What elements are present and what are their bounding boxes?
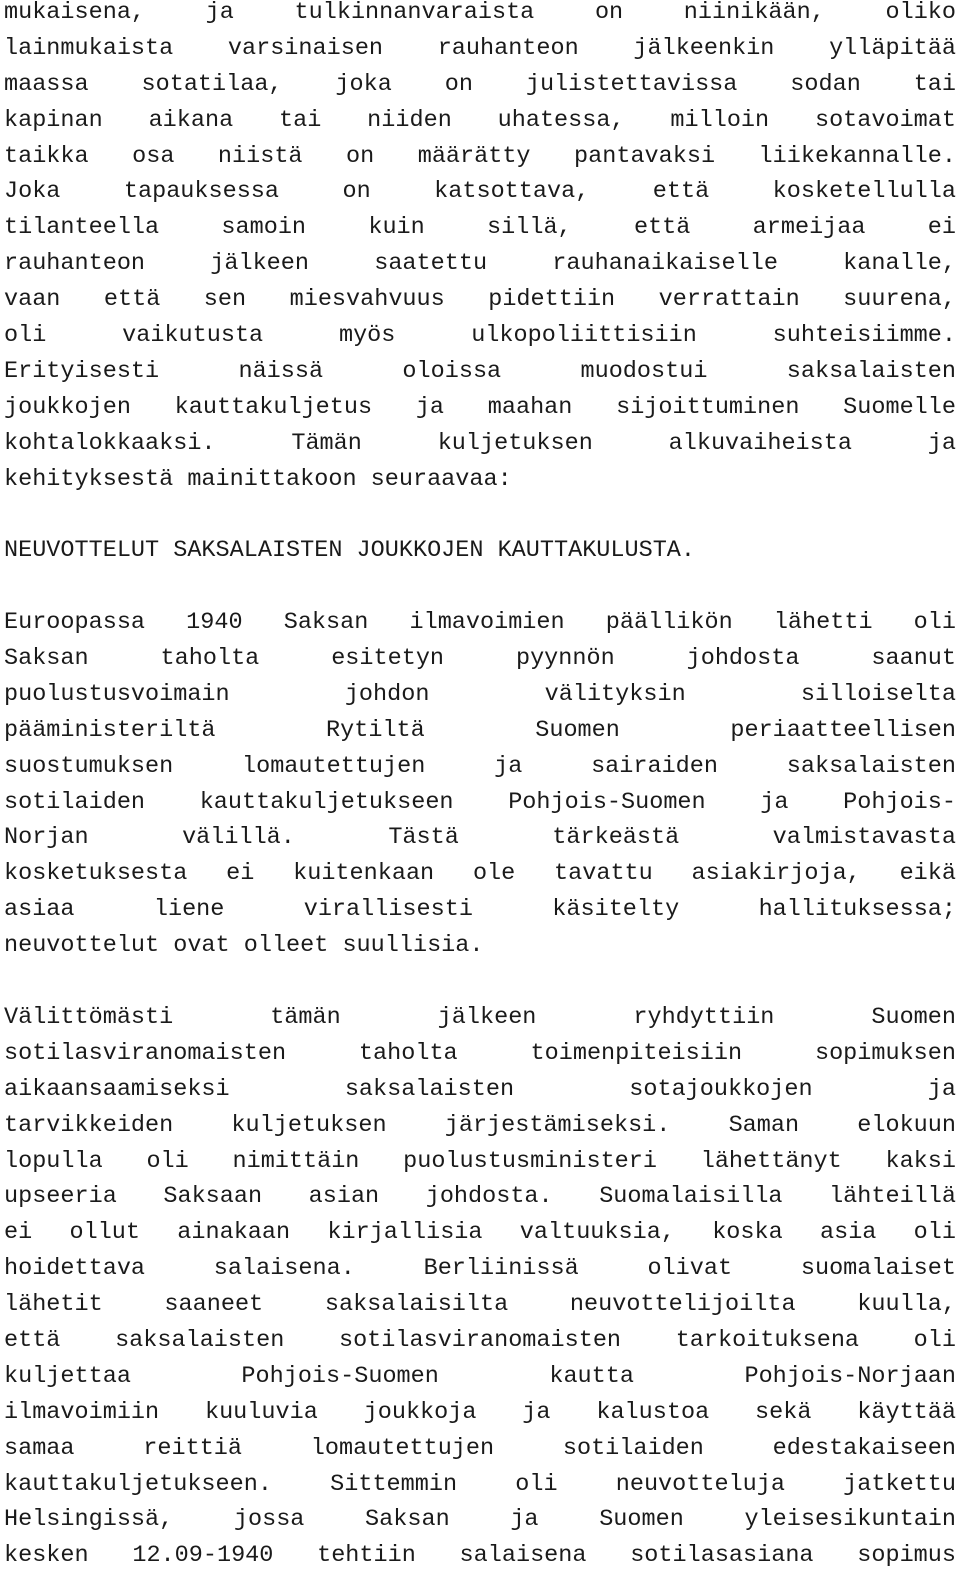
text-line: kohtalokkaaksi. Tämän kuljetuksen alkuvaiheista ja	[4, 429, 956, 457]
text-line: vaan että sen miesvahvuus pidettiin verrattain suurena,	[4, 286, 956, 314]
text-line: kesken 12.09-1940 tehtiin salaisena sotilasasiana sopimus	[4, 1542, 956, 1570]
text-line: kuljettaa Pohjois-Suomen kautta Pohjois-Norjaan	[4, 1362, 956, 1390]
text-line: lopulla oli nimittäin puolustusministeri lähettänyt kaksi	[4, 1147, 956, 1175]
text-line: puolustusvoimain johdon välityksin silloiselta	[4, 680, 956, 708]
document-page	[4, 0, 956, 1574]
blank-line	[4, 964, 956, 1000]
text-line: neuvottelut ovat olleet suullisia.	[4, 932, 484, 960]
text-line: Norjan välillä. Tästä tärkeästä valmistavasta	[4, 824, 956, 852]
text-line: maassa sotatilaa, joka on julistettavissa sodan tai	[4, 70, 956, 98]
text-line: joukkojen kauttakuljetus ja maahan sijoittuminen Suomelle	[4, 393, 956, 421]
text-line: ilmavoimiin kuuluvia joukkoja ja kalustoa sekä käyttää	[4, 1398, 956, 1426]
text-line: hoidettava salaisena. Berliinissä olivat suomalaiset	[4, 1255, 956, 1283]
text-line: sotilaiden kauttakuljetukseen Pohjois-Suomen ja Pohjois-	[4, 788, 956, 816]
text-line: asiaa liene virallisesti käsitelty hallituksessa;	[4, 896, 956, 924]
text-line: Välittömästi tämän jälkeen ryhdyttiin Suomen	[4, 1003, 956, 1031]
text-line: kehityksestä mainittakoon seuraavaa:	[4, 465, 512, 493]
text-line: että saksalaisten sotilasviranomaisten tarkoituksena oli	[4, 1326, 956, 1354]
text-line: rauhanteon jälkeen saatettu rauhanaikaiselle kanalle,	[4, 250, 956, 278]
text-line: Erityisesti näissä oloissa muodostui saksalaisten	[4, 357, 956, 385]
blank-line	[4, 497, 956, 533]
blank-line	[4, 569, 956, 605]
text-line: oli vaikutusta myös ulkopoliittisiin suhteisiimme.	[4, 322, 956, 350]
text-line: suostumuksen lomautettujen ja sairaiden saksalaisten	[4, 752, 956, 780]
text-line: sotilasviranomaisten taholta toimenpiteisiin sopimuksen	[4, 1039, 956, 1067]
text-line: ei ollut ainakaan kirjallisia valtuuksia, koska asia oli	[4, 1219, 956, 1247]
text-line: aikaansaamiseksi saksalaisten sotajoukkojen ja	[4, 1075, 956, 1103]
paragraph-3	[4, 1000, 956, 1574]
text-line: Joka tapauksessa on katsottava, että kosketellulla	[4, 178, 956, 206]
text-line: lähetit saaneet saksalaisilta neuvottelijoilta kuulla,	[4, 1291, 956, 1319]
text-line: Euroopassa 1940 Saksan ilmavoimien päällikön lähetti oli	[4, 609, 956, 637]
text-line: pääministeriltä Rytiltä Suomen periaatteellisen	[4, 716, 956, 744]
text-line: Saksan taholta esitetyn pyynnön johdosta saanut	[4, 645, 956, 673]
text-line: kauttakuljetukseen. Sittemmin oli neuvotteluja jatkettu	[4, 1470, 956, 1498]
section-heading: NEUVOTTELUT SAKSALAISTEN JOUKKOJEN KAUTTAKULUSTA.	[4, 537, 696, 565]
paragraph-2	[4, 605, 956, 964]
text-line: tarvikkeiden kuljetuksen järjestämiseksi. Saman elokuun	[4, 1111, 956, 1139]
text-line: mukaisena, ja tulkinnanvaraista on niinikään, oliko	[4, 0, 956, 26]
text-line: samaa reittiä lomautettujen sotilaiden edestakaiseen	[4, 1434, 956, 1462]
text-line: Helsingissä, jossa Saksan ja Suomen yleisesikuntain	[4, 1506, 956, 1534]
text-line: tilanteella samoin kuin sillä, että armeijaa ei	[4, 214, 956, 242]
text-line: kapinan aikana tai niiden uhatessa, milloin sotavoimat	[4, 106, 956, 134]
text-line: taikka osa niistä on määrätty pantavaksi liikekannalle.	[4, 142, 956, 170]
paragraph-1	[4, 0, 956, 497]
text-line: lainmukaista varsinaisen rauhanteon jälkeenkin ylläpitää	[4, 34, 956, 62]
text-line: upseeria Saksaan asian johdosta. Suomalaisilla lähteillä	[4, 1183, 956, 1211]
text-line: kosketuksesta ei kuitenkaan ole tavattu asiakirjoja, eikä	[4, 860, 956, 888]
